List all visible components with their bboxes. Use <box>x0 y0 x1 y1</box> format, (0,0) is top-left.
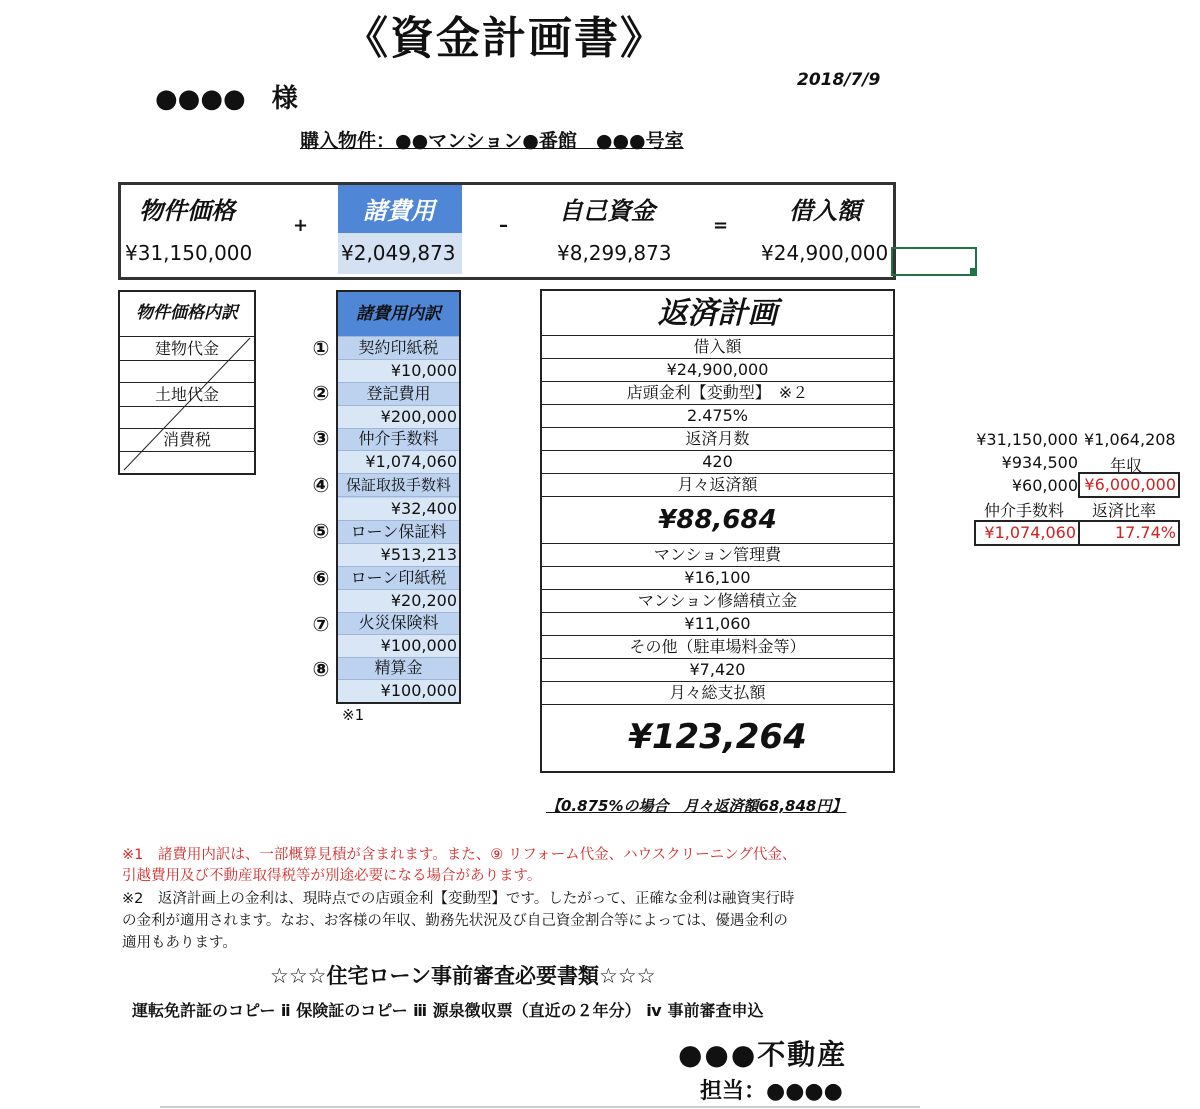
side-ratio-value: 17.74% <box>1078 520 1180 546</box>
cost-label-6: ローン印紙税 <box>338 567 459 590</box>
repair-reserve-label: マンション修繕積立金 <box>542 590 893 613</box>
note-1-line-1: ※1 諸費用内訳は、一部概算見積が含まれます。また、⑨ リフォーム代金、ハウスクリーニング代金、 <box>122 847 797 863</box>
summary-value-loan: ¥24,900,000 <box>761 241 889 265</box>
cost-value-8: ¥100,000 <box>338 680 459 702</box>
monthly-repayment-value: ¥88,684 <box>542 497 893 544</box>
property-breakdown-table <box>118 290 256 475</box>
summary-value-price: ¥31,150,000 <box>125 241 253 265</box>
cost-num-5: ⑤ <box>312 519 330 543</box>
client-name: ●●●● 様 <box>155 84 298 114</box>
side-income-value: ¥6,000,000 <box>1078 472 1180 498</box>
cost-num-1: ① <box>312 336 330 360</box>
cost-value-4: ¥32,400 <box>338 498 459 521</box>
cost-label-1: 契約印紙税 <box>338 337 459 360</box>
land-price-label: 土地代金 <box>154 385 219 404</box>
consumption-tax-label: 消費税 <box>162 430 211 449</box>
loan-amount-value: ¥24,900,000 <box>542 359 893 382</box>
other-fees-value: ¥7,420 <box>542 659 893 682</box>
cost-label-2: 登記費用 <box>338 383 459 406</box>
side-fee-value: ¥1,074,060 <box>974 520 1080 546</box>
summary-header-price: 物件価格 <box>139 197 235 225</box>
cost-value-3: ¥1,074,060 <box>338 451 459 474</box>
cost-value-6: ¥20,200 <box>338 590 459 613</box>
monthly-total-label: 月々総支払額 <box>542 682 893 705</box>
cost-breakdown-title: 諸費用内訳 <box>338 292 459 337</box>
summary-header-own-funds: 自己資金 <box>559 197 655 225</box>
side-ratio-label: 返済比率 <box>1092 501 1157 520</box>
note-2-line-2: の金利が適用されます。なお、お客様の年収、勤務先状況及び自己資金割合等によっては、優遇金利の <box>122 913 788 929</box>
side-value-2: ¥934,500 <box>1001 453 1078 472</box>
summary-value-fees: ¥2,049,873 <box>341 241 456 265</box>
monthly-total-value: ¥123,264 <box>628 717 807 757</box>
repayment-plan-table <box>540 289 895 773</box>
cost-footnote-mark: ※1 <box>342 706 365 724</box>
side-price: ¥31,150,000 <box>976 430 1078 449</box>
interest-rate-value: 2.475% <box>542 405 893 428</box>
strike-through-lines <box>120 336 254 472</box>
management-fee-label: マンション管理費 <box>542 544 893 567</box>
cost-breakdown-table <box>336 290 461 704</box>
summary-header-loan: 借入額 <box>789 197 861 225</box>
summary-value-own-funds: ¥8,299,873 <box>557 241 672 265</box>
building-price-label: 建物代金 <box>154 339 219 358</box>
cost-num-2: ② <box>312 381 330 405</box>
operator-plus: + <box>293 215 309 236</box>
note-1-line-2: 引越費用及び不動産取得税等が別途必要になる場合があります。 <box>122 868 542 884</box>
cost-num-7: ⑦ <box>312 612 330 636</box>
cost-label-3: 仲介手数料 <box>338 428 459 451</box>
alternative-rate-note: 【0.875%の場合 月々返済額68,848円】 <box>546 797 847 815</box>
staff-name: 担当：●●●● <box>700 1079 843 1104</box>
operator-equals: = <box>713 215 729 236</box>
cost-value-5: ¥513,213 <box>338 544 459 567</box>
bottom-divider <box>160 1106 920 1108</box>
cost-value-2: ¥200,000 <box>338 406 459 429</box>
cost-num-6: ⑥ <box>312 566 330 590</box>
required-documents-list: 運転免許証のコピー ⅱ 保険証のコピー ⅲ 源泉徴収票（直近の２年分） ⅳ 事前審査申込 <box>132 1001 764 1020</box>
side-income-label: 年収 <box>1110 456 1143 475</box>
note-2-line-3: 適用もあります。 <box>122 935 237 951</box>
cost-num-8: ⑧ <box>312 657 330 681</box>
management-fee-value: ¥16,100 <box>542 567 893 590</box>
cost-label-7: 火災保険料 <box>338 612 459 635</box>
summary-table <box>118 182 896 280</box>
cost-num-4: ④ <box>312 473 330 497</box>
property-breakdown-title: 物件価格内訳 <box>136 303 238 323</box>
cost-label-8: 精算金 <box>338 657 459 680</box>
operator-minus: – <box>499 215 508 236</box>
side-fee-label: 仲介手数料 <box>984 501 1065 520</box>
repayment-months-label: 返済月数 <box>542 428 893 451</box>
selected-cell[interactable] <box>891 247 977 276</box>
cost-num-3: ③ <box>312 426 330 450</box>
note-2-line-1: ※2 返済計画上の金利は、現時点での店頭金利【変動型】です。したがって、正確な金利は融資実行時 <box>122 891 795 907</box>
repair-reserve-value: ¥11,060 <box>542 613 893 636</box>
cost-value-7: ¥100,000 <box>338 635 459 658</box>
cost-value-1: ¥10,000 <box>338 360 459 383</box>
monthly-repayment-label: 月々返済額 <box>542 474 893 497</box>
summary-header-fees: 諸費用 <box>363 197 435 225</box>
company-name: ●●●不動産 <box>678 1038 848 1071</box>
loan-amount-label: 借入額 <box>542 336 893 359</box>
document-date: 2018/7/9 <box>797 70 881 90</box>
cost-label-4: 保証取扱手数料 <box>338 474 459 497</box>
interest-rate-label: 店頭金利【変動型】 ※２ <box>542 382 893 405</box>
repayment-plan-title: 返済計画 <box>542 291 893 336</box>
side-annual-repayment: ¥1,064,208 <box>1084 430 1176 449</box>
cost-label-5: ローン保証料 <box>338 521 459 544</box>
repayment-months-value: 420 <box>542 451 893 474</box>
property-name: 購入物件：●●マンション●番館 ●●●号室 <box>300 130 684 152</box>
side-value-3: ¥60,000 <box>1011 476 1078 495</box>
other-fees-label: その他（駐車場料金等） <box>542 636 893 659</box>
required-documents-title: ☆☆☆住宅ローン事前審査必要書類☆☆☆ <box>270 964 656 988</box>
page-title: 《資金計画書》 <box>344 13 666 64</box>
fill-handle[interactable] <box>970 268 977 275</box>
